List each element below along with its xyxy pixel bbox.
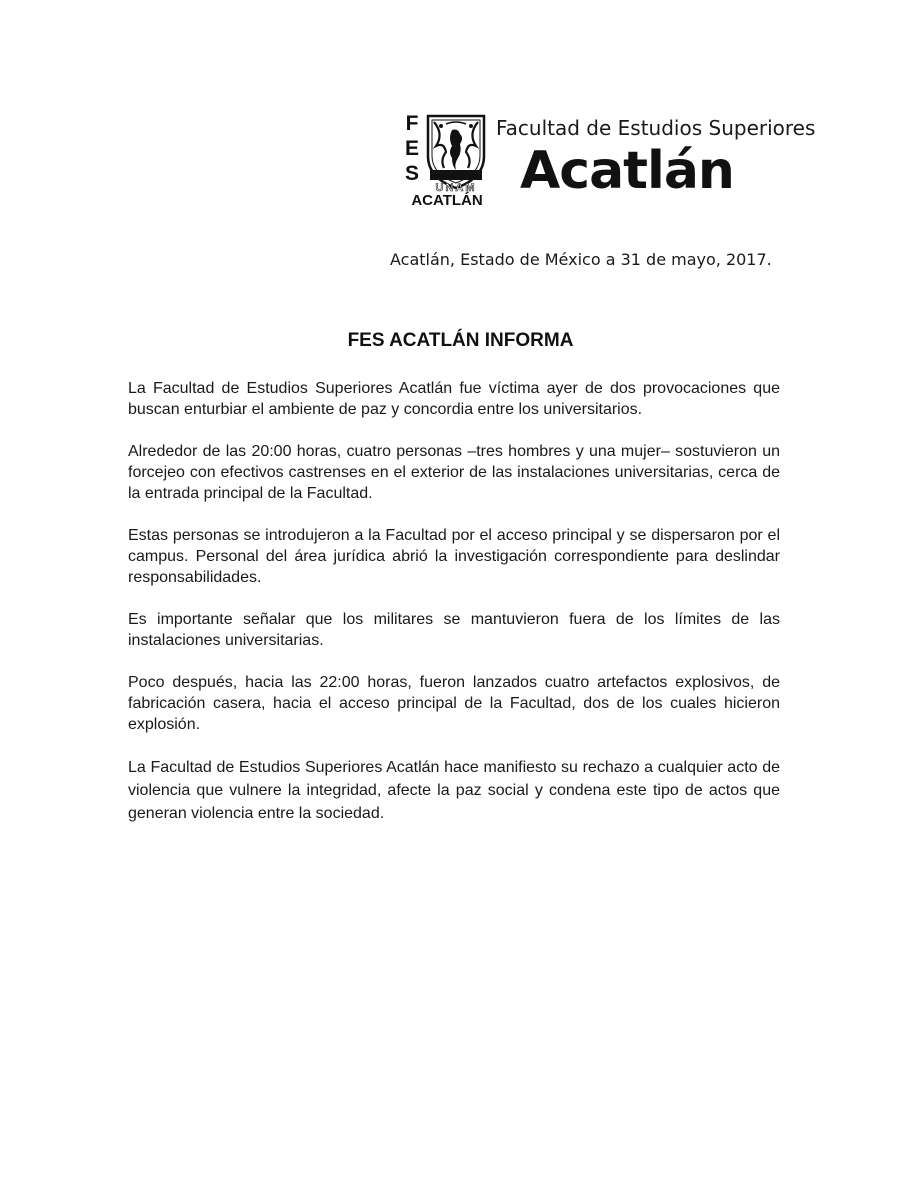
campus-name: Acatlán	[520, 141, 734, 201]
document-title: FES ACATLÁN INFORMA	[347, 330, 574, 351]
institution-line: Facultad de Estudios Superiores	[496, 116, 816, 140]
fes-vertical-letters	[402, 111, 422, 186]
paragraph-5: Poco después, hacia las 22:00 horas, fueron lanzados cuatro artefactos explosivos, de fabricación casera, hacia el acceso principal de la Facultad, dos de los cuales hicieron explosión.	[128, 674, 780, 733]
paragraph-1: La Facultad de Estudios Superiores Acatlán fue víctima ayer de dos provocaciones que buscan enturbiar el ambiente de paz y concordia entre los universitarios.	[128, 380, 780, 418]
fes-letter-s: S	[404, 162, 419, 185]
acatlan-small-wordmark: ACATLÁN	[411, 192, 483, 209]
paragraph-3: Estas personas se introdujeron a la Facultad por el acceso principal y se dispersaron por el campus. Personal del área jurídica abrió la investigación correspondiente para deslindar responsabilidades.	[128, 527, 780, 586]
fes-letter-e: E	[404, 137, 419, 160]
paragraph-6: La Facultad de Estudios Superiores Acatlán hace manifiesto su rechazo a cualquier acto de violencia que vulnere la integridad, afecte la paz social y condena este tipo de actos que generan violencia entre la sociedad.	[128, 759, 780, 822]
paragraph-4: Es importante señalar que los militares se mantuvieron fuera de los límites de las instalaciones universitarias.	[128, 611, 780, 649]
fes-letter-f: F	[405, 112, 419, 135]
document-body	[128, 378, 780, 846]
letterhead	[402, 108, 816, 213]
unam-shield-icon	[424, 112, 488, 192]
dateline: Acatlán, Estado de México a 31 de mayo, 2017.	[390, 250, 772, 269]
paragraph-2: Alrededor de las 20:00 horas, cuatro personas –tres hombres y una mujer– sostuvieron un forcejeo con efectivos castrenses en el exterior de las instalaciones universitarias, cerca de la entrada principal de la Facultad.	[128, 443, 780, 502]
unam-wordmark: UNAM	[435, 182, 477, 194]
